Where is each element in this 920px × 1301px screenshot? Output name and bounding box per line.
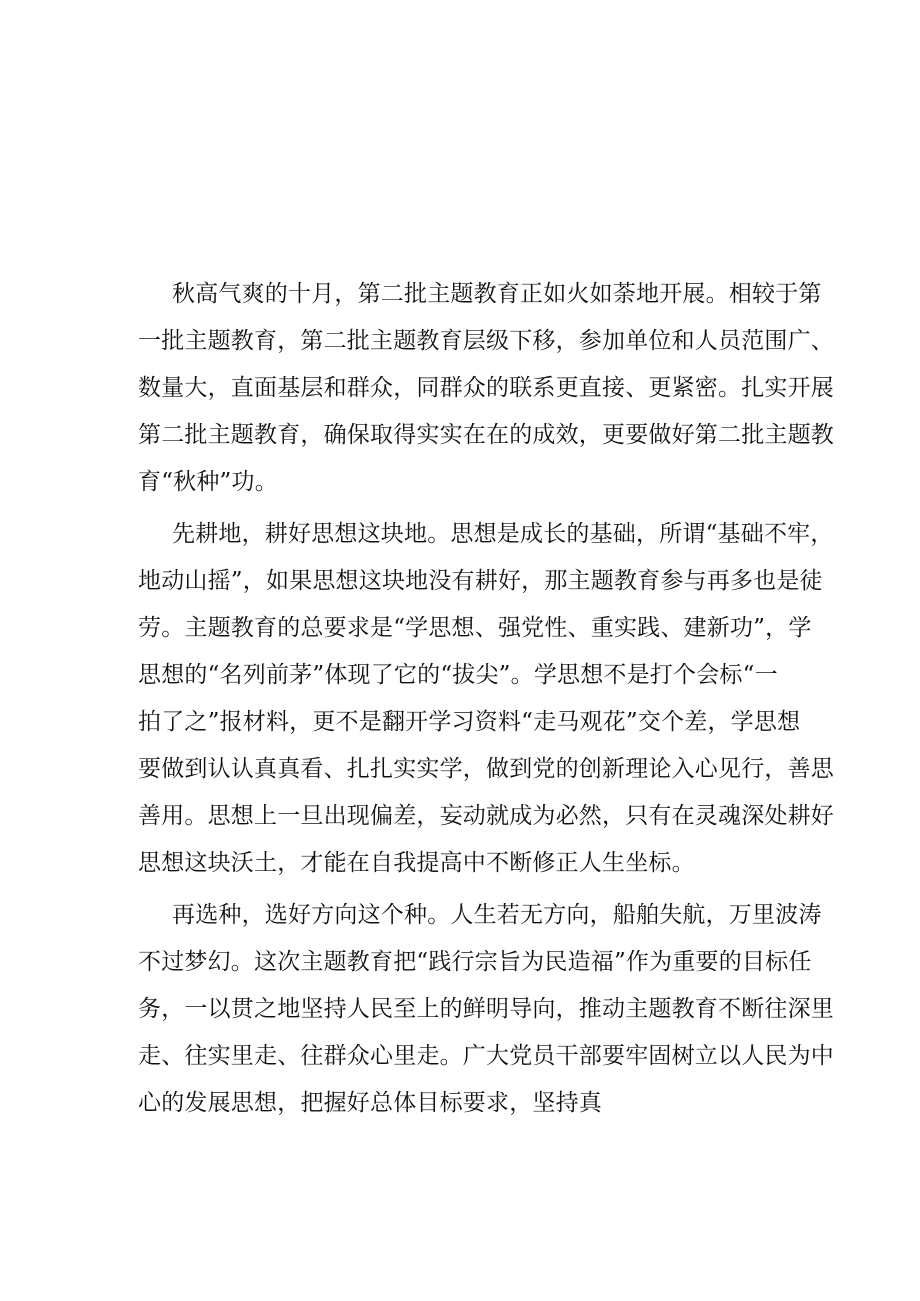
text-line: 不过梦幻。这次主题教育把“践行宗旨为民造福”作为重要的目标任: [138, 949, 812, 975]
text-line: 务，一以贯之地坚持人民至上的鲜明导向，推动主题教育不断往深里: [138, 996, 834, 1022]
text-line: 拍了之”报材料，更不是翻开学习资料“走马观花”交个差，学思想: [138, 709, 801, 735]
text-line: 再选种，选好方向这个种。人生若无方向，船舶失航，万里波涛: [172, 902, 822, 928]
text-line: 走、往实里走、往群众心里走。广大党员干部要牢固树立以人民为中: [138, 1043, 834, 1069]
text-line: 第二批主题教育，确保取得实实在在的成效，更要做好第二批主题教: [138, 422, 834, 448]
text-line: 善用。思想上一旦出现偏差，妄动就成为必然，只有在灵魂深处耕好: [138, 803, 834, 829]
text-line: 地动山摇”，如果思想这块地没有耕好，那主题教育参与再多也是徒: [138, 568, 823, 594]
text-line: 一批主题教育，第二批主题教育层级下移，参加单位和人员范围广、: [138, 328, 834, 354]
text-line: 育“秋种”功。: [138, 469, 278, 495]
text-line: 思想这块沃土，才能在自我提高中不断修正人生坐标。: [138, 850, 695, 876]
text-line: 劳。主题教育的总要求是“学思想、强党性、重实践、建新功”，学: [138, 615, 812, 641]
text-line: 要做到认认真真看、扎扎实实学，做到党的创新理论入心见行，善思: [138, 756, 834, 782]
text-line: 数量大，直面基层和群众，同群众的联系更直接、更紧密。扎实开展: [138, 375, 834, 401]
text-line: 心的发展思想，把握好总体目标要求，坚持真: [138, 1090, 602, 1116]
text-line: 秋高气爽的十月，第二批主题教育正如火如荼地开展。相较于第: [172, 281, 822, 307]
text-line: 先耕地，耕好思想这块地。思想是成长的基础，所谓“基础不牢，: [172, 521, 834, 547]
text-line: 思想的“名列前茅”体现了它的“拔尖”。学思想不是打个会标“一: [138, 662, 778, 688]
